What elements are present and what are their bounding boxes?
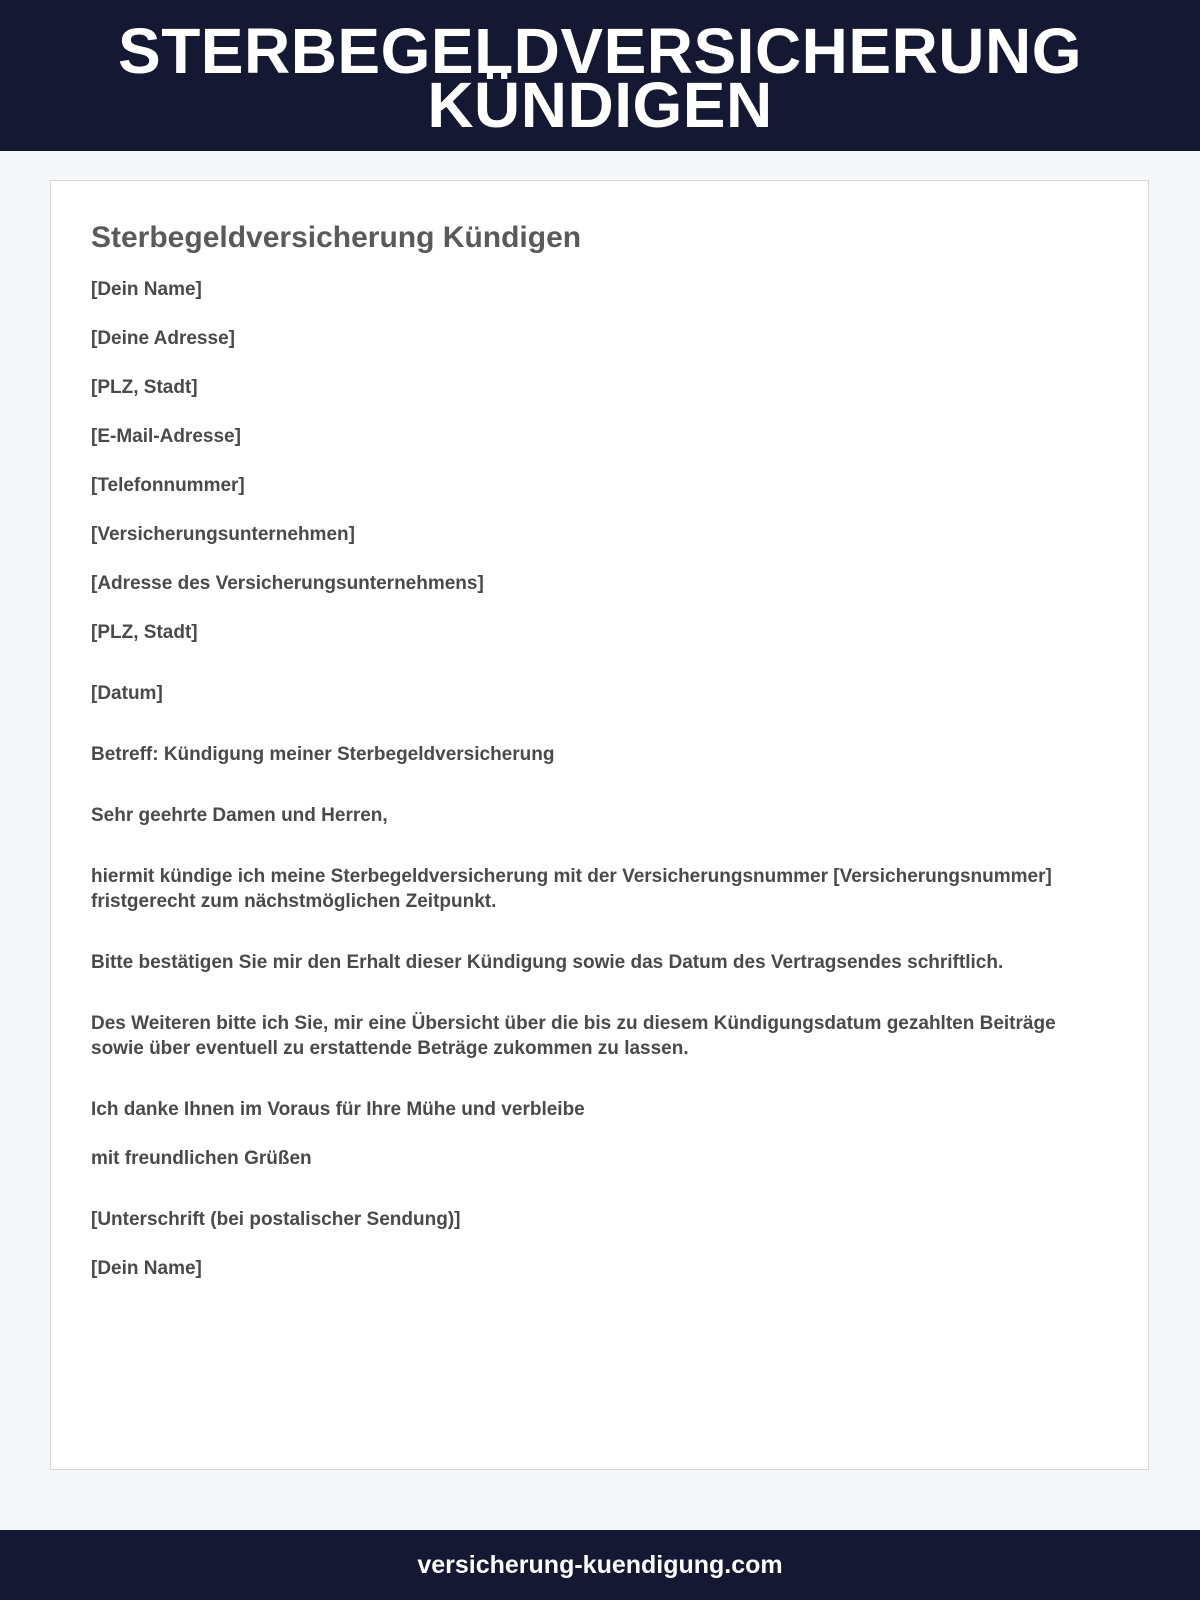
recipient-address: [Adresse des Versicherungsunternehmens] (91, 573, 484, 594)
closing-line: Ich danke Ihnen im Voraus für Ihre Mühe und verbleibe (91, 1099, 585, 1120)
letter-paragraph: Bitte bestätigen Sie mir den Erhalt dieser Kündigung sowie das Datum des Vertragsendes schriftlich. (91, 952, 1004, 973)
letter-subject: Betreff: Kündigung meiner Sterbegeldversicherung (91, 744, 555, 765)
sender-city: [PLZ, Stadt] (91, 377, 198, 398)
page-footer (0, 1530, 1200, 1600)
letter-salutation: Sehr geehrte Damen und Herren, (91, 805, 388, 826)
letter-paragraph: Des Weiteren bitte ich Sie, mir eine Übersicht über die bis zu diesem Kündigungsdatum gezahlten Beiträge sowie über eventuell zu erstattende Beträge zukommen zu lassen. (91, 1013, 1056, 1059)
sender-name: [Dein Name] (91, 279, 202, 300)
recipient-city: [PLZ, Stadt] (91, 622, 198, 643)
page-title: STERBEGELDVERSICHERUNG KÜNDIGEN (118, 14, 1082, 141)
page-header (0, 0, 1200, 151)
sender-phone: [Telefonnummer] (91, 475, 245, 496)
letter-date: [Datum] (91, 683, 163, 704)
letter-card (50, 180, 1149, 1470)
sender-address: [Deine Adresse] (91, 328, 235, 349)
signature-name: [Dein Name] (91, 1258, 202, 1279)
sender-email: [E-Mail-Adresse] (91, 426, 241, 447)
closing-greeting: mit freundlichen Grüßen (91, 1148, 312, 1169)
footer-site-name: versicherung-kuendigung.com (417, 1550, 783, 1579)
signature-placeholder: [Unterschrift (bei postalischer Sendung)] (91, 1209, 461, 1230)
recipient-company: [Versicherungsunternehmen] (91, 524, 355, 545)
letter-paragraph: hiermit kündige ich meine Sterbegeldversicherung mit der Versicherungsnummer [Versicherungsnummer] fristgerecht zum nächstmöglichen Zeitpunkt. (91, 866, 1052, 912)
letter-title: Sterbegeldversicherung Kündigen (91, 221, 582, 254)
